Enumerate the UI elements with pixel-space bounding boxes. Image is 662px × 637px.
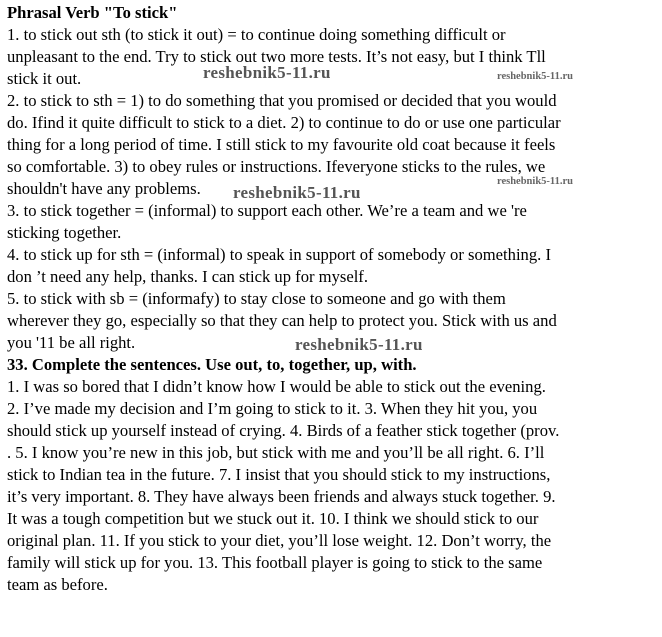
page-title: Phrasal Verb "To stick" bbox=[7, 3, 178, 22]
answer-line: team as before. bbox=[7, 575, 108, 594]
definition-line: shouldn't have any problems. bbox=[7, 179, 201, 198]
answer-line: original plan. 11. If you stick to your diet, you’ll lose weight. 12. Don’t worry, the bbox=[7, 531, 552, 550]
definition-line: you '11 be all right. bbox=[7, 333, 136, 352]
definition-line: stick it out. bbox=[7, 69, 82, 88]
definition-line: 4. to stick up for sth = (informal) to speak in support of somebody or something. I bbox=[7, 245, 551, 264]
answer-line: it’s very important. 8. They have always been friends and always stuck together. 9. bbox=[7, 487, 556, 506]
watermark: reshebnik5-11.ru bbox=[203, 63, 331, 82]
definition-line: 3. to stick together = (informal) to support each other. We’re a team and we 're bbox=[7, 201, 527, 220]
answer-line: family will stick up for you. 13. This football player is going to stick to the same bbox=[7, 553, 543, 572]
answer-line: 2. I’ve made my decision and I’m going to stick to it. 3. When they hit you, you bbox=[7, 399, 538, 418]
watermark: reshebnik5-11.ru bbox=[233, 183, 361, 202]
answer-line: stick to Indian tea in the future. 7. I insist that you should stick to my instructions, bbox=[7, 465, 551, 484]
answer-line: should stick up yourself instead of crying. 4. Birds of a feather stick together (prov. bbox=[7, 421, 560, 440]
watermark: reshebnik5-11.ru bbox=[497, 176, 573, 187]
definition-line: so comfortable. 3) to obey rules or instructions. Ifeveryone sticks to the rules, we bbox=[7, 157, 546, 176]
watermark: reshebnik5-11.ru bbox=[295, 335, 423, 354]
exercise-heading: 33. Complete the sentences. Use out, to, together, up, with. bbox=[7, 355, 417, 374]
answer-line: It was a tough competition but we stuck out it. 10. I think we should stick to our bbox=[7, 509, 539, 528]
definition-line: don ’t need any help, thanks. I can stick up for myself. bbox=[7, 267, 368, 286]
answer-line: 1. I was so bored that I didn’t know how I would be able to stick out the evening. bbox=[7, 377, 546, 396]
definition-line: sticking together. bbox=[7, 223, 122, 242]
watermark: reshebnik5-11.ru bbox=[497, 71, 573, 82]
definition-line: 2. to stick to sth = 1) to do something that you promised or decided that you would bbox=[7, 91, 557, 110]
definition-line: do. Ifind it quite difficult to stick to a diet. 2) to continue to do or use one particular bbox=[7, 113, 561, 132]
answer-line: . 5. I know you’re new in this job, but stick with me and you’ll be all right. 6. I’ll bbox=[7, 443, 545, 462]
definition-line: 1. to stick out sth (to stick it out) = to continue doing something difficult or bbox=[7, 25, 506, 44]
definition-line: wherever they go, especially so that they can help to protect you. Stick with us and bbox=[7, 311, 557, 330]
definition-line: unpleasant to the end. Try to stick out two more tests. It’s not easy, but I think Tll bbox=[7, 47, 546, 66]
definition-line: 5. to stick with sb = (informafy) to stay close to someone and go with them bbox=[7, 289, 506, 308]
definition-line: thing for a long period of time. I still stick to my favourite old coat because it feels bbox=[7, 135, 556, 154]
